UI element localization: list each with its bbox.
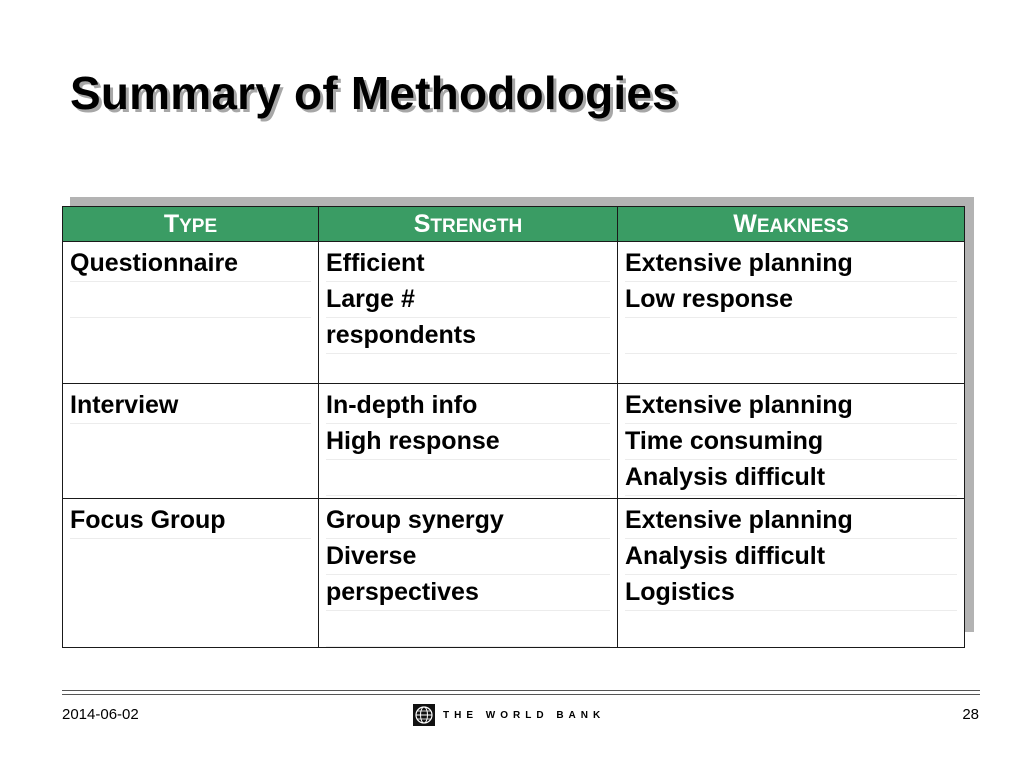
weakness-cell [618,242,965,384]
header-type-rest: YPE [179,215,218,237]
logo-text: THE WORLD BANK [443,709,606,721]
strength-item: Large # [326,282,610,318]
strength-item: Diverse [326,539,610,575]
slide-title: Summary of Methodologies [70,67,678,119]
strength-item: Group synergy [326,503,610,539]
type-name: Focus Group [70,503,311,539]
cell-blank-line [326,460,610,496]
type-cell [63,384,319,499]
header-type [63,207,319,242]
type-cell [63,242,319,384]
methodology-table [62,206,965,648]
weakness-cell [618,499,965,648]
methodology-table-container [62,206,964,640]
strength-item: respondents [326,318,610,354]
table-header-row [63,207,965,242]
weakness-item: Logistics [625,575,957,611]
type-name: Questionnaire [70,246,311,282]
table-row [63,499,965,648]
cell-blank-line [70,282,311,318]
weakness-item: Time consuming [625,424,957,460]
strength-cell [319,384,618,499]
header-weakness-rest: EAKNESS [756,215,849,237]
strength-item: In-depth info [326,388,610,424]
header-strength [319,207,618,242]
weakness-item: Analysis difficult [625,539,957,575]
weakness-item: Low response [625,282,957,318]
table-row [63,242,965,384]
header-strength-rest: TRENGTH [430,215,523,237]
type-cell [63,499,319,648]
weakness-item: Extensive planning [625,388,957,424]
header-strength-initial: S [413,209,431,238]
world-bank-logo [413,704,605,726]
footer-divider [62,694,980,695]
footer-date: 2014-06-02 [62,706,139,723]
weakness-item: Extensive planning [625,246,957,282]
strength-item: Efficient [326,246,610,282]
cell-blank-line [326,611,610,647]
weakness-item: Extensive planning [625,503,957,539]
weakness-cell [618,384,965,499]
header-weakness-initial: W [733,209,757,238]
table-row [63,384,965,499]
header-type-initial: T [163,209,180,238]
strength-cell [319,499,618,648]
page-number: 28 [962,706,979,723]
type-name: Interview [70,388,311,424]
footer-divider [62,690,980,691]
strength-item: perspectives [326,575,610,611]
strength-cell [319,242,618,384]
weakness-item: Analysis difficult [625,460,957,496]
globe-icon [413,704,435,726]
cell-blank-line [625,318,957,354]
header-weakness [618,207,965,242]
strength-item: High response [326,424,610,460]
